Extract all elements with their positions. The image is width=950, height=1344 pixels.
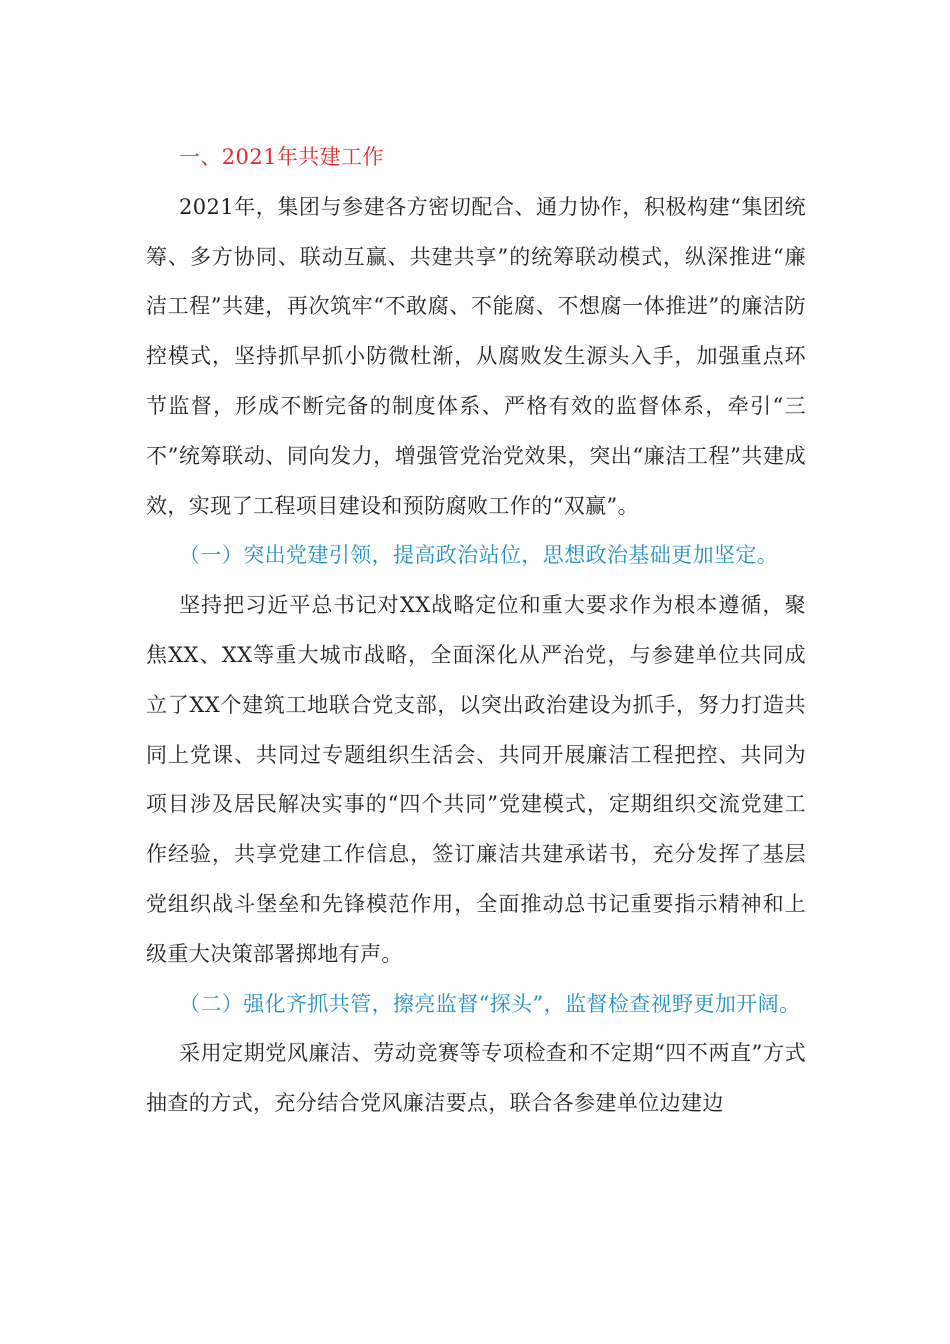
subheading-1: （一）突出党建引领，提高政治站位，思想政治基础更加坚定。: [179, 543, 779, 568]
section-heading: 一、2021年共建工作: [179, 145, 384, 169]
paragraph-3: 采用定期党风廉洁、劳动竞赛等专项检查和不定期“四不两直”方式抽查的方式，充分结合党风廉洁要点，联合各参建单位边建边: [146, 1041, 806, 1116]
paragraph-2: 坚持把习近平总书记对XX战略定位和重大要求作为根本遵循，聚焦XX、XX等重大城市战略，全面深化从严治党，与参建单位共同成立了XX个建筑工地联合党支部，以突出政治建设为抓手，努力打造共同上党课、共同过专题组织生活会、共同开展廉洁工程把控、共同为项目涉及居民解决实事的“四个共同”党建模式，定期组织交流党建工作经验，共享党建工作信息，签订廉洁共建承诺书，充分发挥了基层党组织战斗堡垒和先锋模范作用，全面推动总书记重要指示精神和上级重大决策部署掷地有声。: [146, 593, 806, 966]
subheading-2: （二）强化齐抓共管，擦亮监督“探头”，监督检查视野更加开阔。: [179, 991, 801, 1016]
paragraph-1: 2021年，集团与参建各方密切配合、通力协作，积极构建“集团统筹、多方协同、联动互赢、共建共享”的统筹联动模式，纵深推进“廉洁工程”共建，再次筑牢“不敢腐、不能腐、不想腐一体推进”的廉洁防控模式，坚持抓早抓小防微杜渐，从腐败发生源头入手，加强重点环节监督，形成不断完备的制度体系、严格有效的监督体系，牵引“三不”统筹联动、同向发力，增强管党治党效果，突出“廉洁工程”共建成效，实现了工程项目建设和预防腐败工作的“双赢”。: [146, 194, 806, 518]
document-body: [146, 133, 806, 1129]
